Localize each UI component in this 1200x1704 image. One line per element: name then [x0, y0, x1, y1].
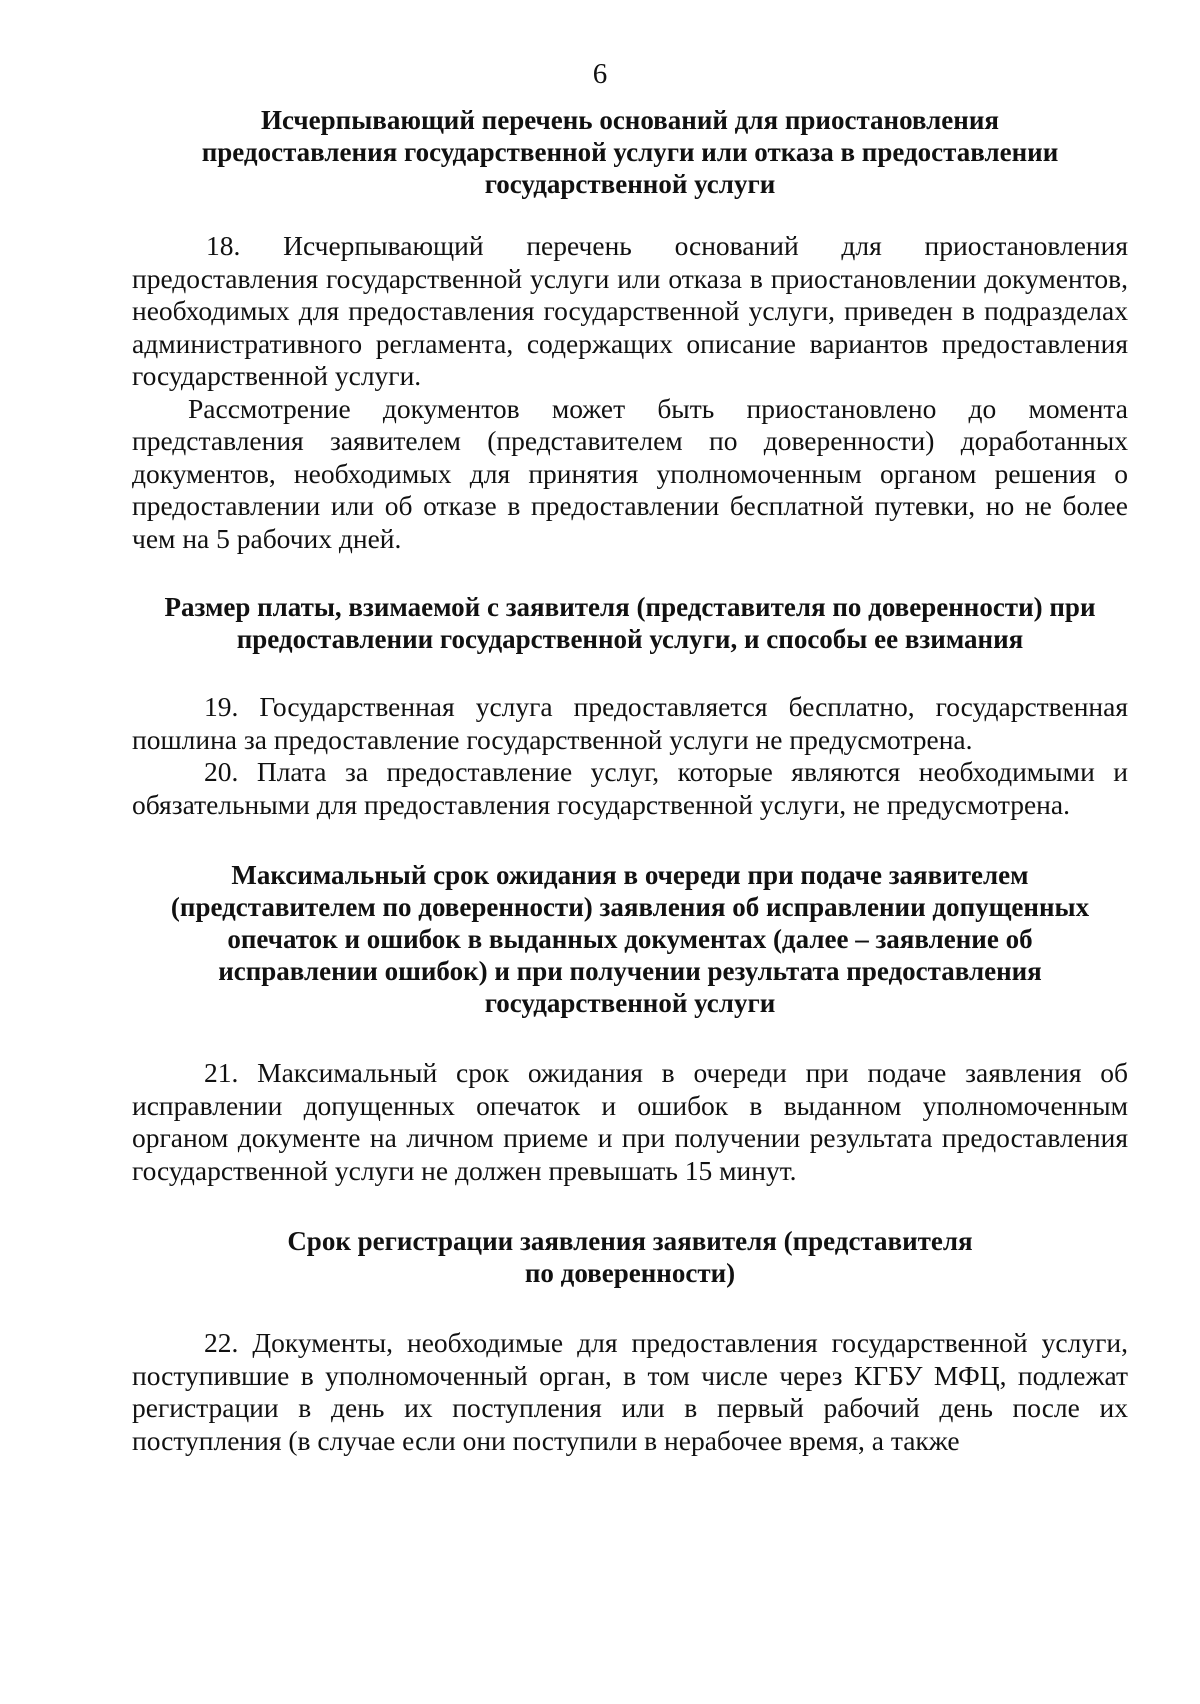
- paragraph-18: 18. Исчерпывающий перечень оснований для приостановления предоставления государственной услуги или отказа в приостановлении документов, необходимых для предоставления государственной услуги, приведен в подразделах административного регламента, содержащих описание вариантов предоставления государственной услуги.: [132, 230, 1128, 391]
- paragraph-22: 22. Документы, необходимые для предоставления государственной услуги, поступившие в уполномоченный орган, в том числе через КГБУ МФЦ, подлежат регистрации в день их поступления или в первый рабочий день после их поступления (в случае если они поступили в нерабочее время, а также: [132, 1327, 1128, 1456]
- heading-line: Исчерпывающий перечень оснований для приостановления: [260, 105, 1000, 135]
- heading-line: Срок регистрации заявления заявителя (представителя: [287, 1226, 973, 1256]
- heading-line: предоставлении государственной услуги, и способы ее взимания: [236, 624, 1024, 654]
- heading-line: (представителем по доверенности) заявления об исправлении допущенных: [170, 892, 1090, 922]
- paragraph-20: 20. Плата за предоставление услуг, которые являются необходимыми и обязательными для предоставления государственной услуги, не предусмотрена.: [132, 756, 1128, 820]
- heading-line: Максимальный срок ожидания в очереди при подаче заявителем: [231, 860, 1029, 890]
- heading-line: государственной услуги: [484, 988, 776, 1018]
- paragraph-review-suspension: Рассмотрение документов может быть приостановлено до момента представления заявителем (представителем по доверенности) доработанных документов, необходимых для принятия уполномоченным органом решения о предоставлении или об отказе в предоставлении бесплатной путевки, но не более чем на 5 рабочих дней.: [132, 392, 1128, 554]
- heading-line: опечаток и ошибок в выданных документах (далее – заявление об: [227, 924, 1033, 954]
- heading-line: исправлении ошибок) и при получении результата предоставления: [218, 956, 1042, 986]
- section-heading-suspension-grounds: [132, 104, 1128, 200]
- heading-line: по доверенности): [524, 1258, 736, 1288]
- heading-line: Размер платы, взимаемой с заявителя (представителя по доверенности) при: [164, 592, 1096, 622]
- section-heading-queue-time: [132, 859, 1128, 1019]
- section-heading-fee: [132, 591, 1128, 655]
- paragraph-21: 21. Максимальный срок ожидания в очереди при подаче заявления об исправлении допущенных опечаток и ошибок в выданном уполномоченным органом документе на личном приеме и при получении результата предоставления государственной услуги не должен превышать 15 минут.: [132, 1057, 1128, 1186]
- heading-line: государственной услуги: [484, 169, 776, 199]
- heading-line: предоставления государственной услуги или отказа в предоставлении: [201, 137, 1059, 167]
- document-body: [132, 100, 1128, 1457]
- page-number: 6: [592, 58, 608, 90]
- paragraph-19: 19. Государственная услуга предоставляется бесплатно, государственная пошлина за предоставление государственной услуги не предусмотрена.: [132, 691, 1128, 755]
- section-heading-registration: [132, 1225, 1128, 1289]
